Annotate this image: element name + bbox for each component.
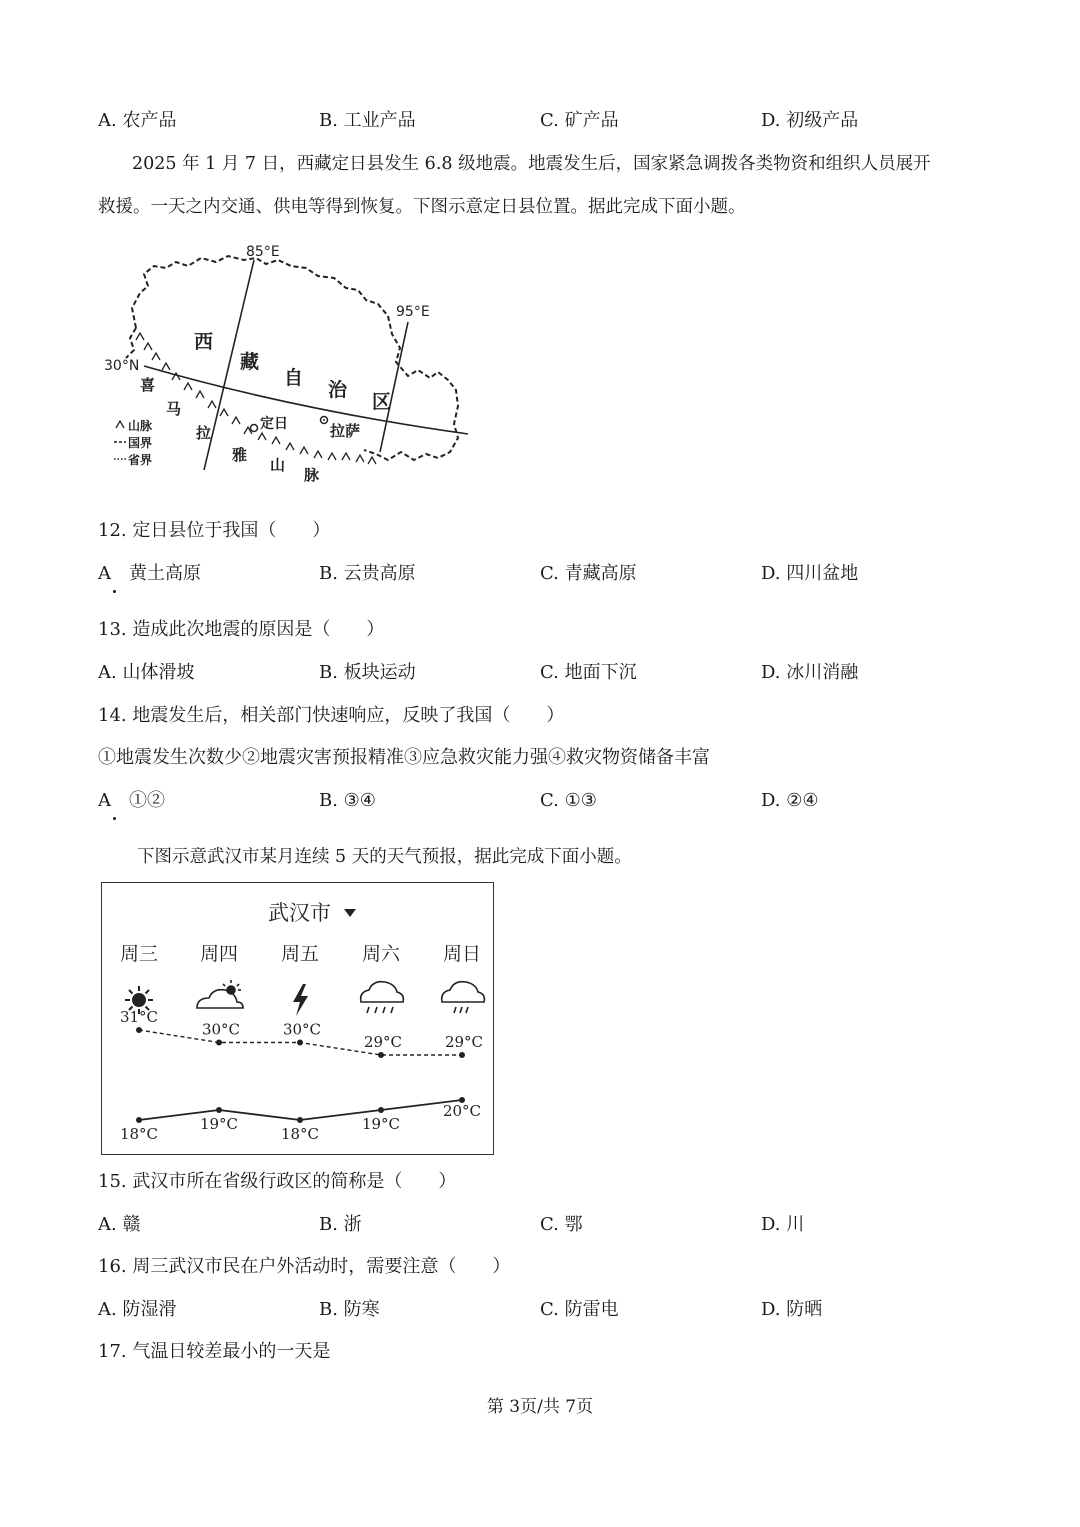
- q12-option-b: B. 云贵高原: [319, 563, 416, 584]
- high-temp-label: 30°C: [282, 1020, 322, 1039]
- q16-option-c: C. 防雷电: [540, 1299, 619, 1320]
- lat-30n-label: 30°N: [104, 358, 140, 374]
- q14-option-d: D. ②④: [761, 790, 819, 811]
- high-temp-point: [136, 1027, 142, 1033]
- q14-stem: 14. 地震发生后，相关部门快速响应，反映了我国（ ）: [98, 705, 565, 726]
- q14-option-b: B. ③④: [319, 790, 376, 811]
- q14-dot-mark: [113, 817, 116, 820]
- low-temp-label: 18°C: [119, 1125, 159, 1143]
- weather-chart: [102, 883, 492, 1153]
- q14-option-a: A ①②: [98, 790, 165, 811]
- rain-icon: [442, 982, 485, 1013]
- intro1-line1: 2025 年 1 月 7 日，西藏定日县发生 6.8 级地震。地震发生后，国家紧急调拨各类物资和组织人员展开: [132, 154, 931, 174]
- mountain-char-2: 马: [166, 400, 182, 418]
- low-temp-label: 19°C: [361, 1115, 401, 1133]
- tibet-map: [96, 238, 480, 488]
- tibet-border: [132, 256, 458, 460]
- mountain-char-1: 喜: [140, 376, 156, 394]
- q15-option-d: D. 川: [761, 1214, 805, 1235]
- q11-option-c: C. 矿产品: [540, 110, 619, 131]
- dingri-label: 定日: [260, 416, 288, 432]
- day-label-4: 周六: [361, 943, 401, 965]
- q16-option-a: A. 防湿滑: [98, 1299, 177, 1320]
- q15-option-c: C. 鄂: [540, 1214, 583, 1235]
- q13-option-d: D. 冰川消融: [761, 662, 859, 683]
- day-label-2: 周四: [199, 943, 239, 965]
- q13-option-a: A. 山体滑坡: [98, 662, 195, 683]
- lon-85e-label: 85°E: [246, 244, 280, 260]
- q11-option-a: A. 农产品: [98, 110, 177, 131]
- lhasa-label: 拉萨: [330, 422, 361, 440]
- page-footer: 第 3页/共 7页: [486, 1397, 594, 1417]
- high-temp-label: 29°C: [444, 1033, 484, 1051]
- caret-down-icon: [344, 909, 356, 917]
- high-temp-label: 29°C: [363, 1033, 403, 1051]
- low-temp-point: [136, 1117, 142, 1123]
- q16-option-b: B. 防寒: [319, 1299, 380, 1320]
- meridian-95e: [380, 322, 408, 452]
- svg-text:山脉: 山脉: [128, 419, 153, 433]
- q14-option-c: C. ①③: [540, 790, 597, 811]
- mountain-char-6: 脉: [304, 466, 320, 484]
- region-char-3: 自: [284, 367, 304, 389]
- low-temp-point: [297, 1117, 303, 1123]
- weather-forecast-card: [101, 882, 494, 1155]
- map-legend: [114, 419, 153, 467]
- high-temp-label: 31°C: [119, 1008, 159, 1026]
- rain-icon: [361, 982, 404, 1013]
- q15-stem: 15. 武汉市所在省级行政区的简称是（ ）: [98, 1171, 457, 1192]
- svg-text:国界: 国界: [128, 436, 153, 450]
- low-temp-label: 20°C: [442, 1102, 482, 1120]
- day-label-5: 周日: [442, 943, 482, 965]
- low-temp-point: [216, 1107, 222, 1113]
- q13-option-c: C. 地面下沉: [540, 662, 637, 683]
- q13-option-b: B. 板块运动: [319, 662, 416, 683]
- q17-stem: 17. 气温日较差最小的一天是: [98, 1341, 331, 1362]
- intro1-line2: 救援。一天之内交通、供电等得到恢复。下图示意定日县位置。据此完成下面小题。: [98, 197, 746, 217]
- q11-option-d: D. 初级产品: [761, 110, 859, 131]
- high-temp-point: [378, 1052, 384, 1058]
- legend-mountain-icon: [116, 421, 124, 428]
- high-temp-point: [297, 1040, 303, 1046]
- high-temp-label: 30°C: [201, 1020, 241, 1039]
- weather-city-title: 武汉市: [268, 901, 331, 925]
- low-temp-label: 18°C: [280, 1125, 320, 1143]
- parallel-30n: [144, 366, 468, 434]
- q15-option-b: B. 浙: [319, 1214, 362, 1235]
- region-char-1: 西: [194, 331, 214, 353]
- q12-dot-mark: [113, 590, 116, 593]
- region-char-5: 区: [372, 391, 392, 413]
- intro2: 下图示意武汉市某月连续 5 天的天气预报，据此完成下面小题。: [137, 847, 632, 867]
- q11-option-b: B. 工业产品: [319, 110, 416, 131]
- low-temp-line: [139, 1100, 462, 1120]
- q12-stem: 12. 定日县位于我国（ ）: [98, 520, 331, 541]
- q12-option-d: D. 四川盆地: [761, 563, 859, 584]
- q14-statements: ①地震发生次数少②地震灾害预报精准③应急救灾能力强④救灾物资储备丰富: [98, 747, 710, 768]
- q13-stem: 13. 造成此次地震的原因是（ ）: [98, 619, 385, 640]
- low-temp-point: [378, 1107, 384, 1113]
- mountain-char-5: 山: [270, 456, 286, 474]
- day-label-1: 周三: [119, 943, 159, 965]
- svg-text:省界: 省界: [128, 453, 153, 467]
- region-char-4: 治: [328, 379, 348, 401]
- partly-cloudy-icon: [197, 980, 243, 1008]
- q16-stem: 16. 周三武汉市民在户外活动时，需要注意（ ）: [98, 1256, 511, 1277]
- q12-option-c: C. 青藏高原: [540, 563, 637, 584]
- day-label-3: 周五: [280, 943, 320, 965]
- lightning-icon: [293, 984, 308, 1016]
- tibet-west-border: [126, 328, 136, 358]
- region-char-2: 藏: [240, 351, 260, 373]
- high-temp-point: [216, 1040, 222, 1046]
- mountain-char-3: 拉: [196, 424, 212, 442]
- q16-option-d: D. 防晒: [761, 1299, 823, 1320]
- high-temp-point: [459, 1052, 465, 1058]
- mountain-char-4: 雅: [232, 446, 248, 464]
- low-temp-label: 19°C: [199, 1115, 239, 1133]
- dingri-marker: [251, 425, 258, 432]
- q12-option-a: A 黄土高原: [98, 563, 201, 584]
- q15-option-a: A. 赣: [98, 1214, 141, 1235]
- lon-95e-label: 95°E: [396, 304, 430, 320]
